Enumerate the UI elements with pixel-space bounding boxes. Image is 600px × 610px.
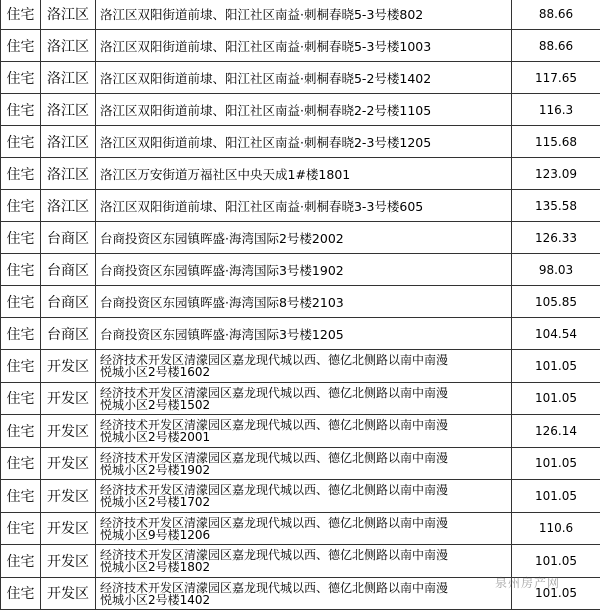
property-type-cell: 住宅	[1, 0, 41, 30]
district-cell: 洛江区	[41, 190, 96, 222]
property-type-cell: 住宅	[1, 318, 41, 350]
district-cell: 开发区	[41, 447, 96, 480]
address-line: 洛江区双阳街道前埭、阳江社区南益·刺桐春晓5-2号楼1402	[100, 69, 507, 87]
address-cell	[96, 382, 512, 415]
table-row	[1, 480, 600, 513]
address-cell	[96, 30, 512, 62]
property-type-cell: 住宅	[1, 577, 41, 610]
address-line: 洛江区双阳街道前埭、阳江社区南益·刺桐春晓2-2号楼1105	[100, 101, 507, 119]
table-row	[1, 318, 600, 350]
district-cell: 开发区	[41, 480, 96, 513]
area-cell: 101.05	[512, 350, 600, 383]
address-cell	[96, 415, 512, 448]
property-type-cell: 住宅	[1, 222, 41, 254]
table-row	[1, 0, 600, 30]
address-line: 悦城小区2号楼1902	[100, 464, 507, 476]
area-cell: 101.05	[512, 382, 600, 415]
area-cell: 115.68	[512, 126, 600, 158]
address-line: 经济技术开发区清濛园区嘉龙现代城以西、德亿北侧路以南中南漫	[100, 549, 507, 561]
address-line: 台商投资区东园镇晖盛·海湾国际2号楼2002	[100, 229, 507, 247]
table-row	[1, 158, 600, 190]
area-cell: 105.85	[512, 286, 600, 318]
address-line: 悦城小区2号楼1502	[100, 399, 507, 411]
site-watermark: 泉州房产网	[495, 574, 560, 591]
area-cell: 104.54	[512, 318, 600, 350]
table-row	[1, 350, 600, 383]
address-cell	[96, 254, 512, 286]
address-cell	[96, 222, 512, 254]
property-type-cell: 住宅	[1, 254, 41, 286]
address-line: 洛江区双阳街道前埭、阳江社区南益·刺桐春晓3-3号楼605	[100, 197, 507, 215]
address-line: 悦城小区2号楼1702	[100, 496, 507, 508]
address-line: 台商投资区东园镇晖盛·海湾国际3号楼1902	[100, 261, 507, 279]
address-cell	[96, 0, 512, 30]
property-type-cell: 住宅	[1, 126, 41, 158]
address-line: 洛江区双阳街道前埭、阳江社区南益·刺桐春晓2-3号楼1205	[100, 133, 507, 151]
address-line: 悦城小区2号楼1802	[100, 561, 507, 573]
table-row	[1, 94, 600, 126]
district-cell: 开发区	[41, 350, 96, 383]
district-cell: 台商区	[41, 286, 96, 318]
address-cell	[96, 447, 512, 480]
district-cell: 洛江区	[41, 62, 96, 94]
area-cell: 88.66	[512, 0, 600, 30]
district-cell: 开发区	[41, 382, 96, 415]
address-cell	[96, 545, 512, 578]
district-cell: 台商区	[41, 254, 96, 286]
address-line: 经济技术开发区清濛园区嘉龙现代城以西、德亿北侧路以南中南漫	[100, 354, 507, 366]
property-type-cell: 住宅	[1, 62, 41, 94]
address-line: 台商投资区东园镇晖盛·海湾国际8号楼2103	[100, 293, 507, 311]
address-line: 经济技术开发区清濛园区嘉龙现代城以西、德亿北侧路以南中南漫	[100, 517, 507, 529]
area-cell: 101.05	[512, 480, 600, 513]
table-row	[1, 62, 600, 94]
area-cell: 123.09	[512, 158, 600, 190]
table-row	[1, 545, 600, 578]
area-cell: 101.05	[512, 577, 600, 610]
address-cell	[96, 190, 512, 222]
table-row	[1, 415, 600, 448]
property-table-body	[1, 0, 600, 610]
district-cell: 洛江区	[41, 158, 96, 190]
address-line: 悦城小区2号楼2001	[100, 431, 507, 443]
property-type-cell: 住宅	[1, 94, 41, 126]
table-row	[1, 254, 600, 286]
area-cell: 101.05	[512, 447, 600, 480]
address-line: 经济技术开发区清濛园区嘉龙现代城以西、德亿北侧路以南中南漫	[100, 387, 507, 399]
district-cell: 洛江区	[41, 0, 96, 30]
property-type-cell: 住宅	[1, 350, 41, 383]
area-cell: 101.05	[512, 545, 600, 578]
address-cell	[96, 512, 512, 545]
address-line: 洛江区万安街道万福社区中央天成1#楼1801	[100, 165, 507, 183]
address-cell	[96, 158, 512, 190]
district-cell: 洛江区	[41, 126, 96, 158]
address-line: 经济技术开发区清濛园区嘉龙现代城以西、德亿北侧路以南中南漫	[100, 484, 507, 496]
district-cell: 洛江区	[41, 94, 96, 126]
property-type-cell: 住宅	[1, 447, 41, 480]
table-row	[1, 222, 600, 254]
address-line: 经济技术开发区清濛园区嘉龙现代城以西、德亿北侧路以南中南漫	[100, 582, 507, 594]
address-line: 洛江区双阳街道前埭、阳江社区南益·刺桐春晓5-3号楼1003	[100, 37, 507, 55]
area-cell: 116.3	[512, 94, 600, 126]
property-type-cell: 住宅	[1, 415, 41, 448]
table-row	[1, 126, 600, 158]
address-line: 悦城小区2号楼1402	[100, 594, 507, 606]
property-type-cell: 住宅	[1, 382, 41, 415]
table-row	[1, 286, 600, 318]
table-row	[1, 190, 600, 222]
property-type-cell: 住宅	[1, 190, 41, 222]
table-row	[1, 447, 600, 480]
table-row	[1, 382, 600, 415]
district-cell: 开发区	[41, 512, 96, 545]
address-cell	[96, 62, 512, 94]
district-cell: 台商区	[41, 318, 96, 350]
property-type-cell: 住宅	[1, 158, 41, 190]
district-cell: 台商区	[41, 222, 96, 254]
property-type-cell: 住宅	[1, 545, 41, 578]
property-type-cell: 住宅	[1, 30, 41, 62]
district-cell: 开发区	[41, 545, 96, 578]
address-line: 经济技术开发区清濛园区嘉龙现代城以西、德亿北侧路以南中南漫	[100, 419, 507, 431]
property-type-cell: 住宅	[1, 512, 41, 545]
address-cell	[96, 318, 512, 350]
address-cell	[96, 577, 512, 610]
district-cell: 开发区	[41, 577, 96, 610]
address-line: 悦城小区9号楼1206	[100, 529, 507, 541]
area-cell: 126.14	[512, 415, 600, 448]
district-cell: 开发区	[41, 415, 96, 448]
area-cell: 110.6	[512, 512, 600, 545]
address-line: 经济技术开发区清濛园区嘉龙现代城以西、德亿北侧路以南中南漫	[100, 452, 507, 464]
area-cell: 126.33	[512, 222, 600, 254]
address-cell	[96, 286, 512, 318]
area-cell: 88.66	[512, 30, 600, 62]
district-cell: 洛江区	[41, 30, 96, 62]
address-line: 悦城小区2号楼1602	[100, 366, 507, 378]
table-row	[1, 512, 600, 545]
area-cell: 117.65	[512, 62, 600, 94]
table-row	[1, 30, 600, 62]
address-line: 洛江区双阳街道前埭、阳江社区南益·刺桐春晓5-3号楼802	[100, 5, 507, 23]
address-cell	[96, 350, 512, 383]
property-type-cell: 住宅	[1, 286, 41, 318]
address-line: 台商投资区东园镇晖盛·海湾国际3号楼1205	[100, 325, 507, 343]
area-cell: 98.03	[512, 254, 600, 286]
address-cell	[96, 480, 512, 513]
property-type-cell: 住宅	[1, 480, 41, 513]
address-cell	[96, 94, 512, 126]
area-cell: 135.58	[512, 190, 600, 222]
address-cell	[96, 126, 512, 158]
